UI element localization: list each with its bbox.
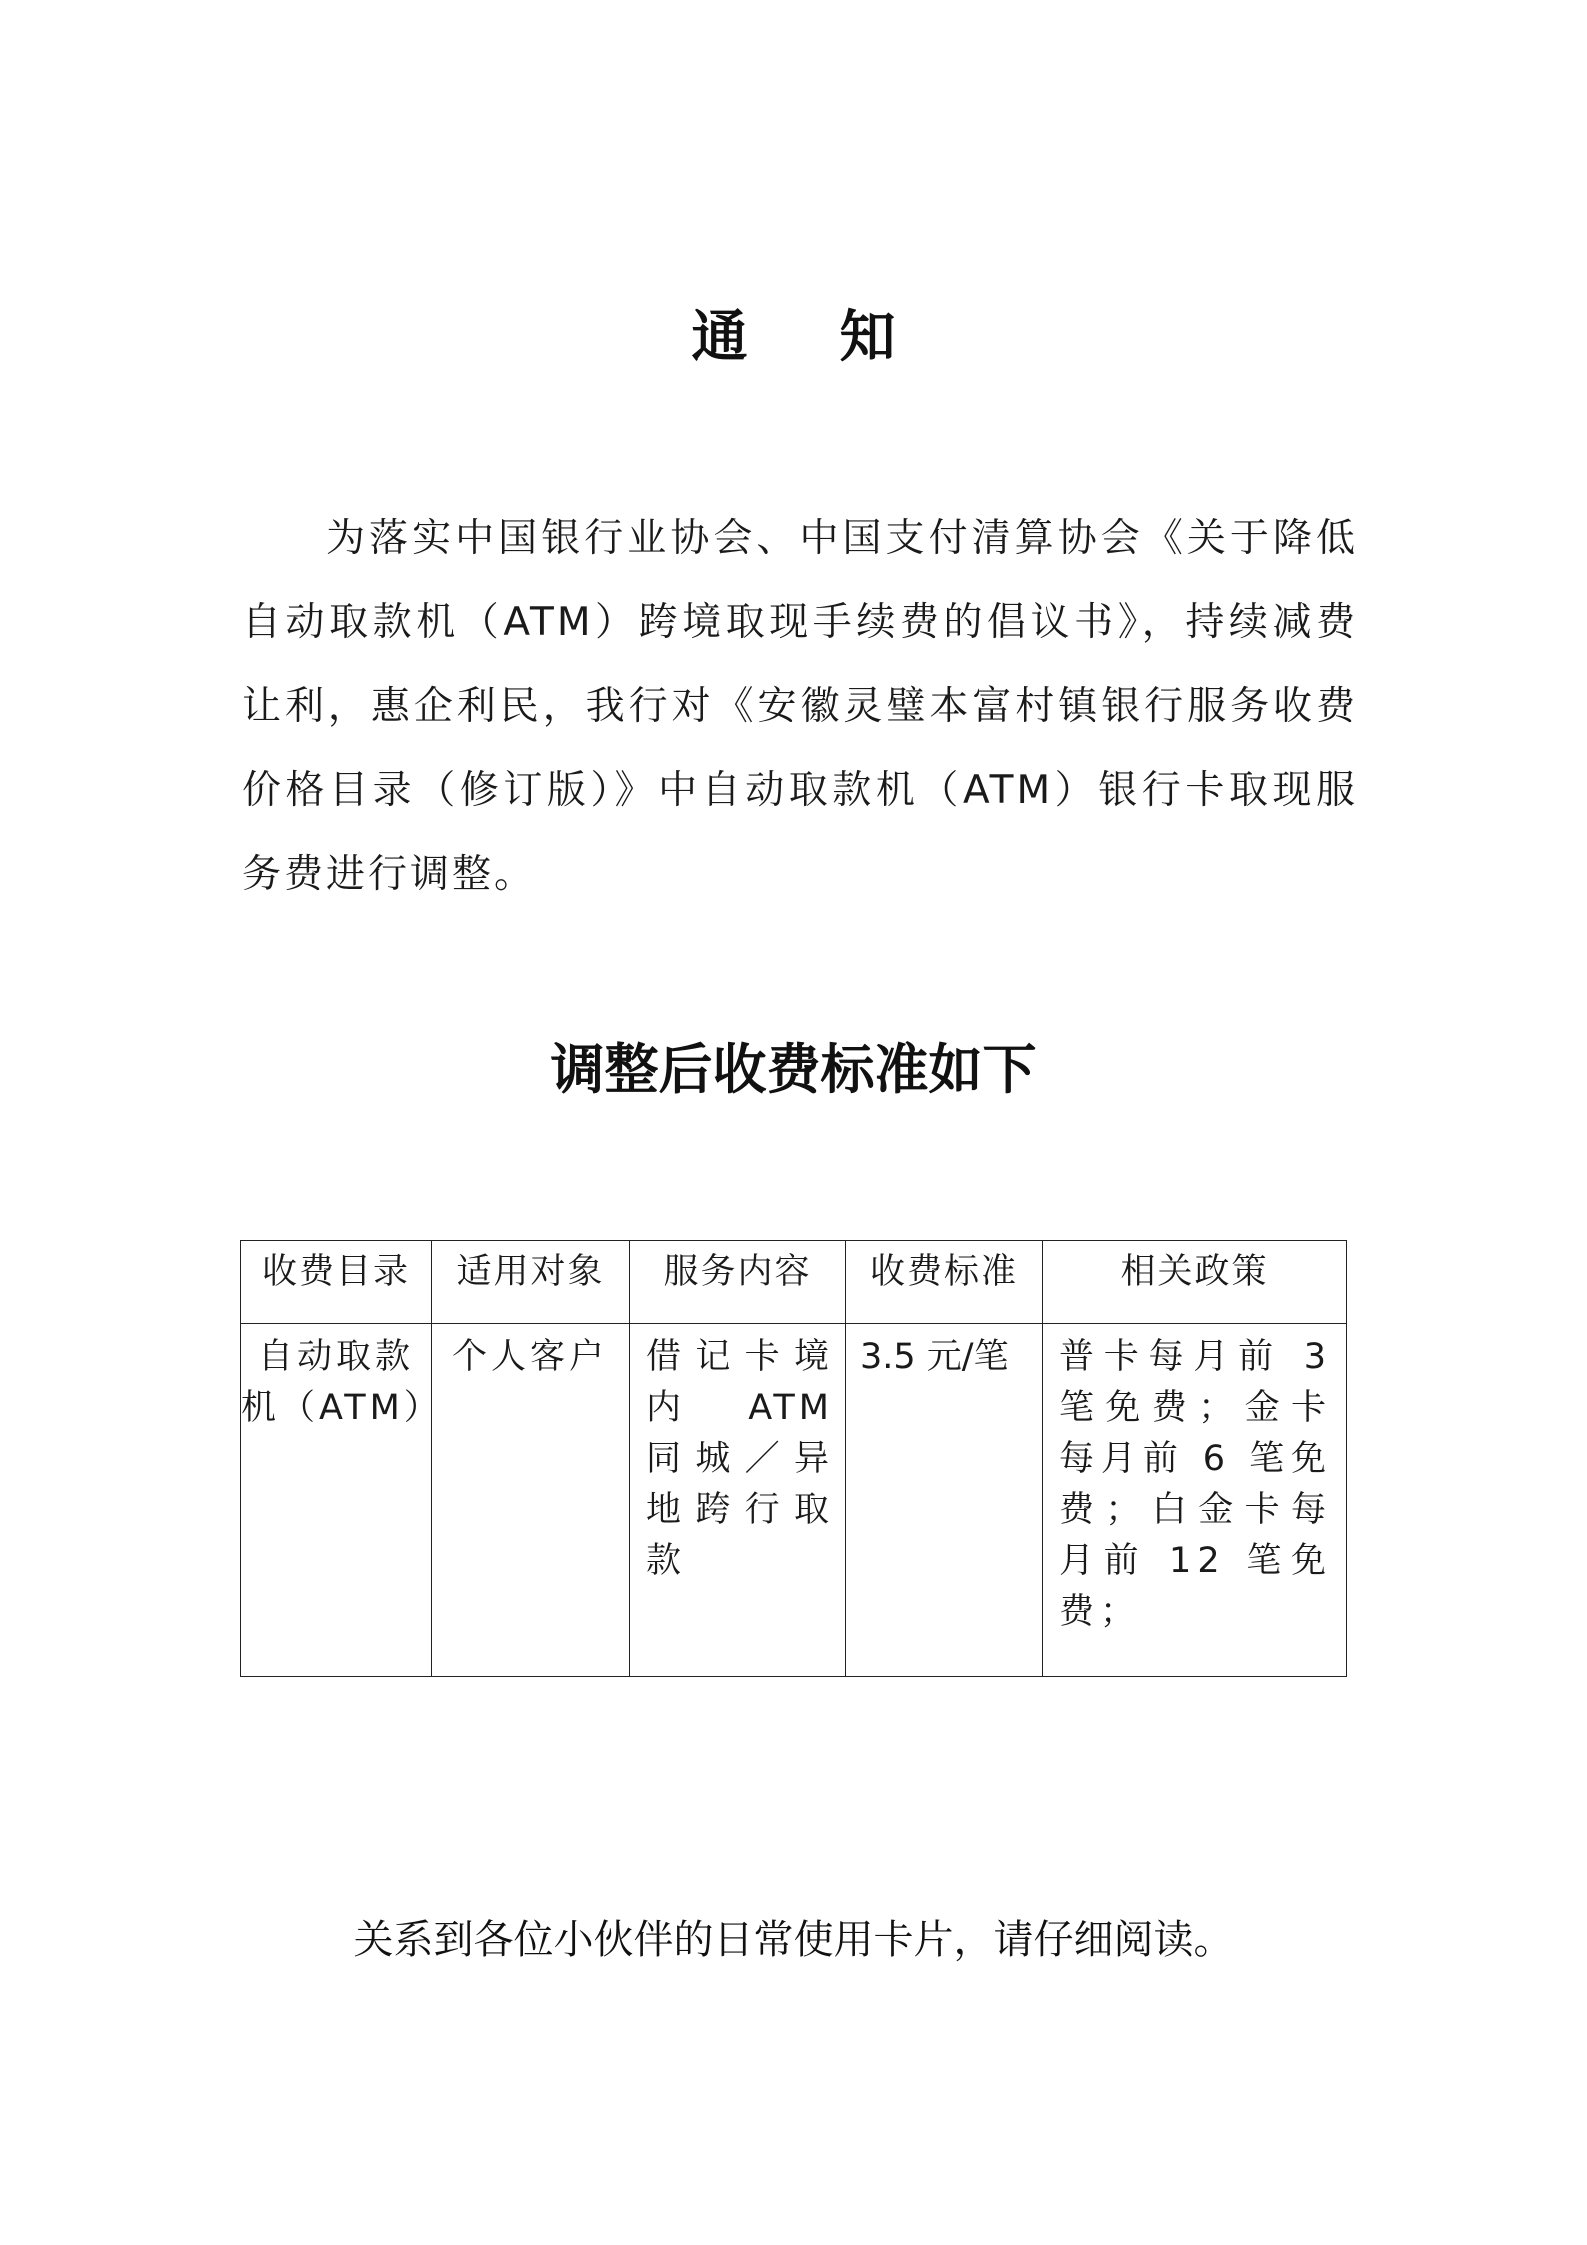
- footer-note: 关系到各位小伙伴的日常使用卡片，请仔细阅读。: [353, 1917, 1234, 1963]
- notice-title-right: 知: [839, 305, 896, 370]
- cell-policy: 普卡每月前 3 笔免费；金卡每月前 6 笔免费；白金卡每月前 12 笔免费；: [1043, 1324, 1347, 1677]
- header-policy: 相关政策: [1043, 1241, 1347, 1324]
- fee-table: [240, 1240, 1347, 1677]
- table-row: [241, 1324, 1347, 1677]
- cell-service: 借记卡境内 ATM 同城／异地跨行取款: [630, 1324, 846, 1677]
- cell-target: 个人客户: [432, 1324, 630, 1677]
- header-target: 适用对象: [432, 1241, 630, 1324]
- fee-table-header-row: [241, 1241, 1347, 1324]
- cell-category: 自动取款机（ATM）: [241, 1324, 432, 1677]
- notice-title: [0, 298, 1587, 378]
- cell-price: 3.5 元/笔: [846, 1324, 1043, 1677]
- header-category: 收费目录: [241, 1241, 432, 1324]
- header-service: 服务内容: [630, 1241, 846, 1324]
- fee-section-heading: 调整后收费标准如下: [550, 1038, 1037, 1101]
- header-price: 收费标准: [846, 1241, 1043, 1324]
- notice-paragraph: 为落实中国银行业协会、中国支付清算协会《关于降低自动取款机（ATM）跨境取现手续费的倡议书》，持续减费让利，惠企利民，我行对《安徽灵璧本富村镇银行服务收费价格目录（修订版）》中自动取款机（ATM）银行卡取现服务费进行调整。: [242, 516, 1358, 897]
- notice-title-left: 通: [691, 305, 748, 370]
